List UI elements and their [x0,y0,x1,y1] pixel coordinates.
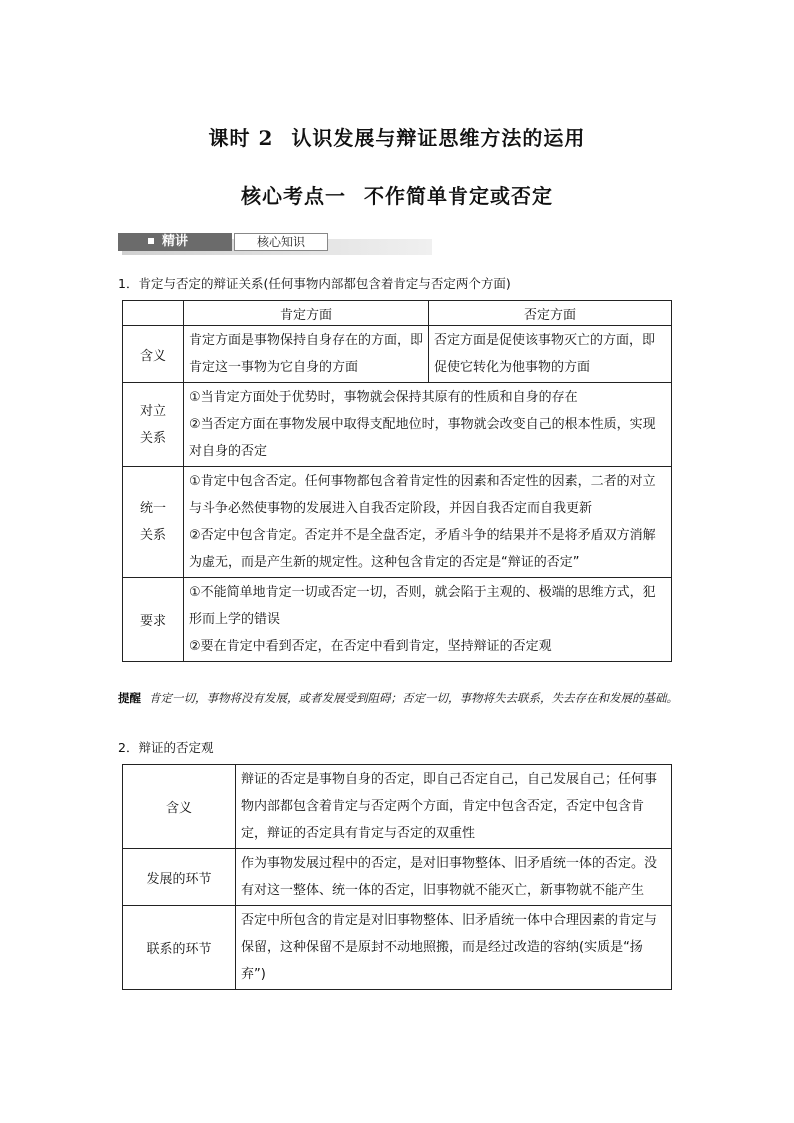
requirement-cell [184,578,672,662]
lesson-title [0,122,794,151]
col-header-negative: 否定方面 [429,301,672,326]
banner-label: 核心知识 [234,233,328,251]
requirement-point-2: ②要在肯定中看到否定，在否定中看到肯定，坚持辩证的否定观 [189,639,552,654]
table-row [123,383,672,467]
unity-point-1: ①肯定中包含否定。任何事物都包含着肯定性的因素和否定性的因素，二者的对立与斗争必然使事物的发展进入自我否定阶段，并因自我否定而自我更新 [189,474,656,516]
table-corner-cell [123,301,184,326]
row-label-requirement: 要求 [123,578,184,662]
table-row [123,765,672,849]
affirm-negate-table [122,300,672,662]
row-label-unity [123,467,184,578]
requirement-point-1: ①不能简单地肯定一切或否定一切，否则，就会陷于主观的、极端的思维方式，犯形而上学的错误 [189,585,656,627]
connection-link-cell: 否定中所包含的肯定是对旧事物整体、旧矛盾统一体中合理因素的肯定与保留，这种保留不是原封不动地照搬，而是经过改造的容纳(实质是“扬弃”) [236,906,672,990]
meaning-cell: 辩证的否定是事物自身的否定，即自己否定自己，自己发展自己；任何事物内部都包含着肯定与否定两个方面，肯定中包含否定，否定中包含肯定，辩证的否定具有肯定与否定的双重性 [236,765,672,849]
table-row [123,467,672,578]
table-row [123,578,672,662]
table-row [123,849,672,906]
opposition-point-2: ②当否定方面在事物发展中取得支配地位时，事物就会改变自己的根本性质，实现对自身的否定 [189,417,656,459]
reminder-label: 提醒 [118,691,141,705]
dialectical-negation-table [122,764,672,990]
development-link-cell: 作为事物发展过程中的否定，是对旧事物整体、旧矛盾统一体的否定。没有对这一整体、统一体的否定，旧事物就不能灭亡，新事物就不能产生 [236,849,672,906]
section-banner [118,233,432,255]
row-label-connection-link: 联系的环节 [123,906,236,990]
table-header-row [123,301,672,326]
table-row [123,326,672,383]
section-name: 不作简单肯定或否定 [364,184,553,208]
unity-cell [184,467,672,578]
lesson-number: 课时 2 [208,126,274,150]
banner-tag [118,233,232,251]
reminder-text: 肯定一切，事物将没有发展，或者发展受到阻碍；否定一切，事物将失去联系，失去存在和发展的基础。 [149,691,678,705]
section-title [0,180,794,209]
col-header-positive: 肯定方面 [184,301,429,326]
meaning-positive-cell: 肯定方面是事物保持自身存在的方面，即肯定这一事物为它自身的方面 [184,326,429,383]
square-bullet-icon [148,238,154,244]
reminder-note [118,686,678,711]
section-number: 核心考点一 [241,184,346,208]
row-label-opposition [123,383,184,467]
row-label-development-link: 发展的环节 [123,849,236,906]
opposition-point-1: ①当肯定方面处于优势时，事物就会保持其原有的性质和自身的存在 [189,390,578,405]
meaning-negative-cell: 否定方面是促使该事物灭亡的方面，即促使它转化为他事物的方面 [429,326,672,383]
row-label-line: 关系 [139,430,166,446]
heading-dialectical-negation: 2．辩证的否定观 [118,740,214,755]
table-row [123,906,672,990]
row-label-meaning: 含义 [123,765,236,849]
row-label-line: 关系 [139,528,166,543]
lesson-name: 认识发展与辩证思维方法的运用 [291,126,586,150]
banner-tag-text: 精讲 [162,234,189,249]
opposition-cell [184,383,672,467]
heading-dialectical-relation: 1．肯定与否定的辩证关系(任何事物内部都包含着肯定与否定两个方面) [118,276,511,291]
unity-point-2: ②否定中包含肯定。否定并不是全盘否定，矛盾斗争的结果并不是将矛盾双方消解为虚无，而是产生新的规定性。这种包含肯定的否定是“辩证的否定” [189,528,656,570]
row-label-line: 统一 [139,501,166,516]
row-label-line: 对立 [139,403,166,419]
row-label-meaning: 含义 [123,326,184,383]
